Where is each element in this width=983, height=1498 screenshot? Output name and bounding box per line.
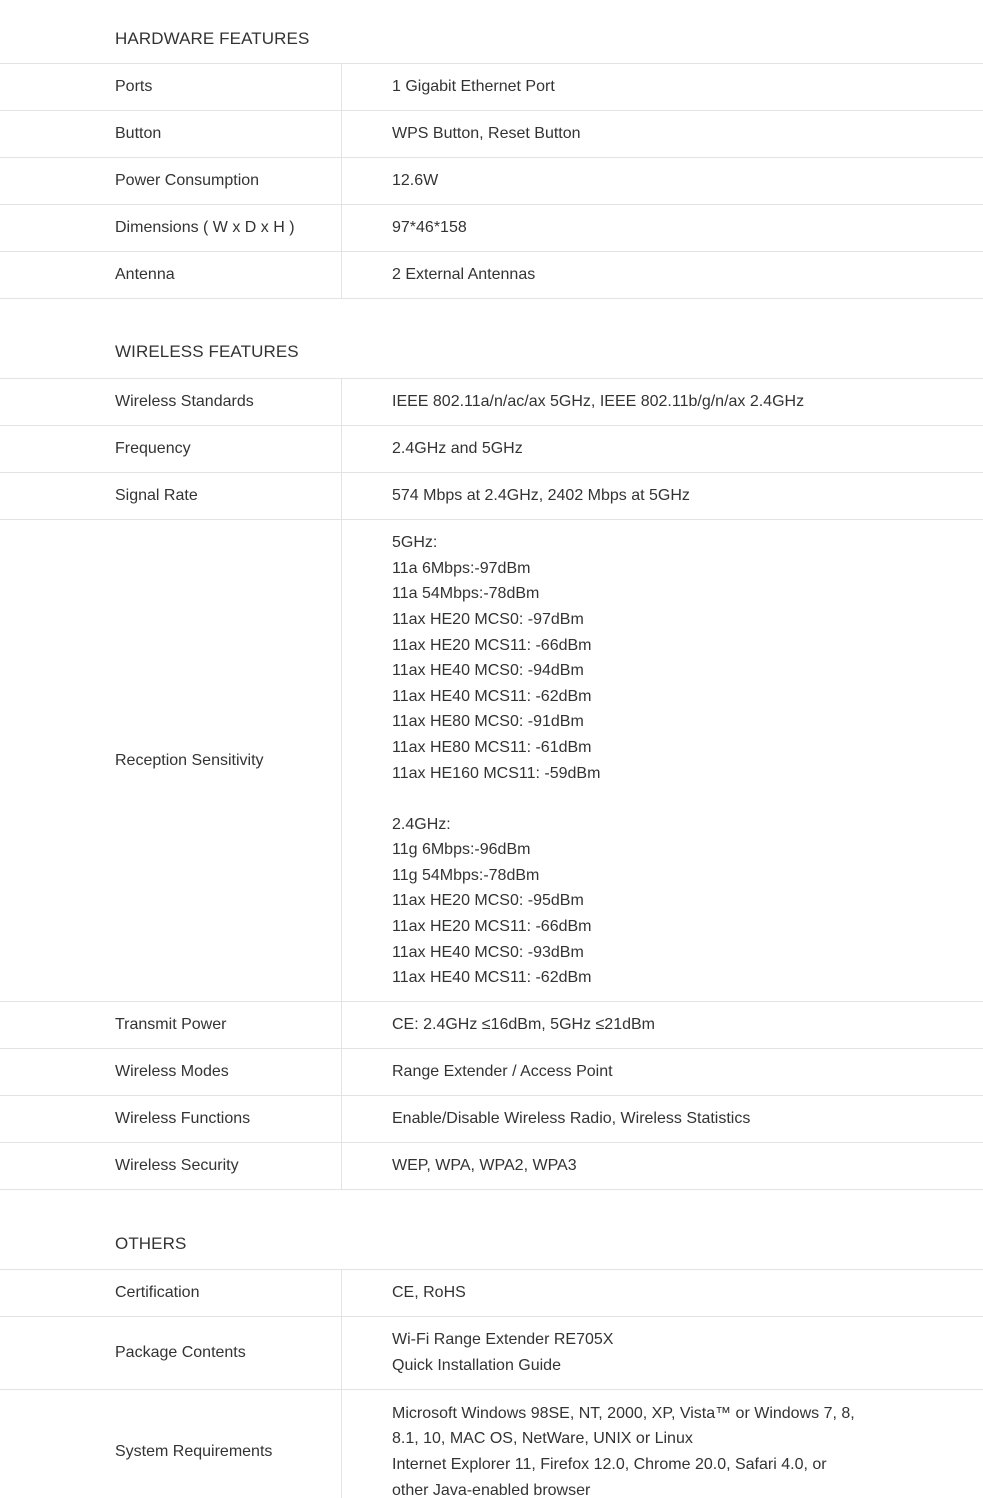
spec-value-text: 1 Gigabit Ethernet Port (392, 78, 555, 96)
section-title-others: OTHERS (0, 1205, 983, 1270)
spec-value (342, 111, 983, 157)
spec-label: Button (0, 111, 342, 157)
spec-row-dimensions (0, 205, 983, 252)
spec-value (342, 426, 983, 472)
spec-value (342, 252, 983, 298)
spec-row-certification (0, 1270, 983, 1317)
spec-value-text: WPS Button, Reset Button (392, 125, 581, 143)
spec-value (342, 473, 983, 519)
spec-value-text: WEP, WPA, WPA2, WPA3 (392, 1157, 577, 1175)
spec-label: Wireless Standards (0, 379, 342, 425)
section-title-wireless: WIRELESS FEATURES (0, 314, 983, 379)
spec-value (342, 1270, 983, 1316)
spec-label: Ports (0, 64, 342, 110)
spec-value-text: 5GHz: 11a 6Mbps:-97dBm 11a 54Mbps:-78dBm 11ax HE20 MCS0: -97dBm 11ax HE20 MCS11: -66dBm 11ax HE40 MCS0: -94dBm 11ax HE40 MCS11: -62dBm 11ax HE80 MCS0: -91dBm 11ax HE80 MCS11: -61dBm 11ax HE160 MCS11: -59dBm 2.4GHz: 11g 6Mbps:-96dBm 11g 54Mbps:-78dBm 11ax HE20 MCS0: -95dBm 11ax HE20 MCS11: -66dBm 11ax HE40 MCS0: -93dBm 11ax HE40 MCS11: -62dBm (392, 534, 601, 987)
spec-value (342, 205, 983, 251)
spec-value-text: 2.4GHz and 5GHz (392, 440, 523, 458)
spec-label: Package Contents (0, 1317, 342, 1389)
spec-label: Wireless Security (0, 1143, 342, 1189)
spec-label: Antenna (0, 252, 342, 298)
spec-value (342, 1096, 983, 1142)
spec-label: Wireless Functions (0, 1096, 342, 1142)
spec-value-text: IEEE 802.11a/n/ac/ax 5GHz, IEEE 802.11b/g/n/ax 2.4GHz (392, 393, 805, 411)
spec-value-text: 97*46*158 (392, 219, 467, 237)
spec-row-wireless-security (0, 1143, 983, 1190)
spec-value-text: CE, RoHS (392, 1284, 466, 1302)
spec-row-signal-rate (0, 473, 983, 520)
spec-value-text: Microsoft Windows 98SE, NT, 2000, XP, Vista™ or Windows 7, 8, 8.1, 10, MAC OS, NetWare, UNIX or Linux Internet Explorer 11, Firefox 12.0, Chrome 20.0, Safari 4.0, or other Java-enabled browser (392, 1404, 855, 1498)
spec-row-power-consumption (0, 158, 983, 205)
section-title-hardware: HARDWARE FEATURES (0, 0, 983, 64)
spec-label: System Requirements (0, 1390, 342, 1498)
spec-row-frequency (0, 426, 983, 473)
spec-row-reception-sensitivity (0, 520, 983, 1002)
spec-value (342, 1049, 983, 1095)
spec-value-text: Enable/Disable Wireless Radio, Wireless Statistics (392, 1110, 751, 1128)
spec-row-wireless-functions (0, 1096, 983, 1143)
spec-value-text: 12.6W (392, 172, 439, 190)
spec-value-text: 574 Mbps at 2.4GHz, 2402 Mbps at 5GHz (392, 487, 690, 505)
spec-row-wireless-modes (0, 1049, 983, 1096)
spec-label: Dimensions ( W x D x H ) (0, 205, 342, 251)
spec-label: Reception Sensitivity (0, 520, 342, 1001)
spec-label: Wireless Modes (0, 1049, 342, 1095)
spec-label: Certification (0, 1270, 342, 1316)
spec-label: Frequency (0, 426, 342, 472)
spec-row-system-requirements (0, 1390, 983, 1498)
spec-row-button (0, 111, 983, 158)
spec-value-text: CE: 2.4GHz ≤16dBm, 5GHz ≤21dBm (392, 1016, 655, 1034)
spec-value (342, 1317, 983, 1389)
spec-value (342, 158, 983, 204)
spec-value-text: Wi-Fi Range Extender RE705X Quick Installation Guide (392, 1331, 614, 1374)
spec-row-wireless-standards (0, 379, 983, 426)
spec-value-text: Range Extender / Access Point (392, 1063, 613, 1081)
section-gap (0, 299, 983, 314)
spec-row-transmit-power (0, 1002, 983, 1049)
spec-value (342, 64, 983, 110)
spec-value (342, 1390, 983, 1498)
spec-row-antenna (0, 252, 983, 299)
spec-row-package-contents (0, 1317, 983, 1390)
spec-value (342, 379, 983, 425)
spec-value (342, 1143, 983, 1189)
spec-value (342, 520, 983, 1001)
spec-label: Signal Rate (0, 473, 342, 519)
spec-label: Transmit Power (0, 1002, 342, 1048)
spec-row-ports (0, 64, 983, 111)
spec-value (342, 1002, 983, 1048)
section-gap (0, 1190, 983, 1205)
spec-value-text: 2 External Antennas (392, 266, 536, 284)
spec-label: Power Consumption (0, 158, 342, 204)
